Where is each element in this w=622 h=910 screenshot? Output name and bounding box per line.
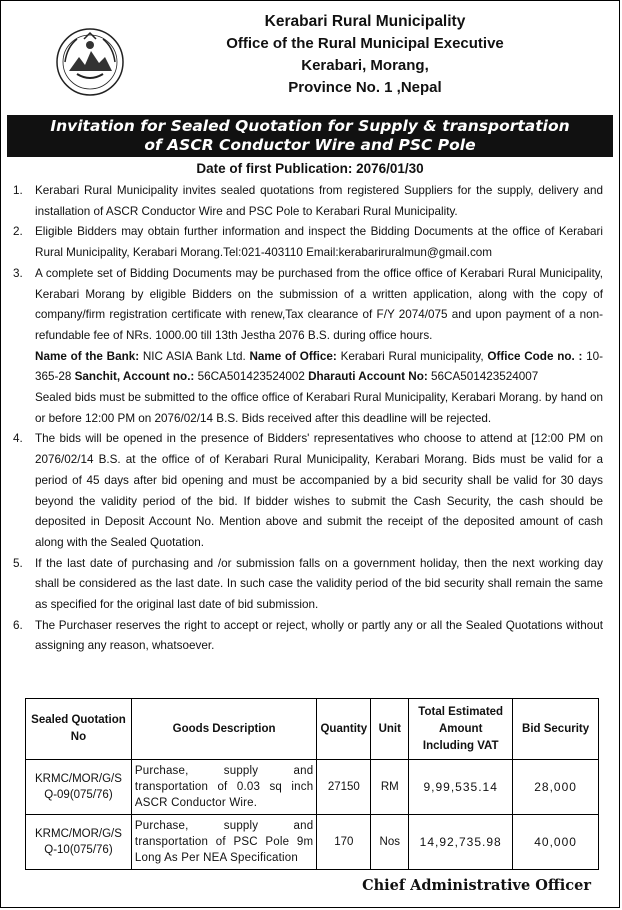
item-number: 1. xyxy=(13,184,23,197)
office-name: Office of the Rural Municipal Executive xyxy=(226,35,504,52)
item-text: Kerabari Rural Municipality invites sealed quotations from registered Suppliers for the supply, delivery and installation of ASCR Conductor Wire and PSC Pole to Kerabari Rural Municipality. xyxy=(35,184,603,218)
bank-label: Name of the Bank: xyxy=(35,349,140,363)
sanchit-account-value: 56CA501423524002 xyxy=(194,370,309,384)
item-text: The Purchaser reserves the right to accept or reject, wholly or partly any or all the Sealed Quotations without assigning any reason, whatsoever. xyxy=(35,618,603,653)
item-number: 2. xyxy=(13,225,23,239)
notice-item xyxy=(11,554,603,616)
notice-item xyxy=(11,429,603,553)
dharauti-account-label: Dharauti Account No: xyxy=(308,370,428,384)
publication-date: Date of first Publication: 2076/01/30 xyxy=(196,161,424,176)
quantity: 27150 xyxy=(317,760,371,815)
estimated-amount: 9,99,535.14 xyxy=(409,760,513,815)
table-row xyxy=(26,760,599,815)
office-location: Kerabari, Morang, xyxy=(301,57,429,74)
goods-description: Purchase, supply and transportation of 0.03 sq inch ASCR Conductor Wire. xyxy=(131,760,316,815)
unit: RM xyxy=(371,760,409,815)
notice-item xyxy=(11,222,603,263)
bid-security: 28,000 xyxy=(513,760,599,815)
item-number: 5. xyxy=(13,556,23,570)
item-text: A complete set of Bidding Documents may be purchased from the office office of Kerabari Rural Municipality, Kerabari Morang by eligible Bidders on the submission of a written application, along with the copy of company/firm registration certificate with renew,Tax clearance of F/Y 2074/075 and upon payment of a non-refundable fee of NRs. 1000.00 till 13th Jestha 2076 B.S. during office hours. xyxy=(35,266,603,342)
notice-item xyxy=(11,181,603,222)
office-label: Name of Office: xyxy=(249,349,337,363)
estimated-amount: 14,92,735.98 xyxy=(409,815,513,870)
item-text: Eligible Bidders may obtain further information and inspect the Bidding Documents at the office of Kerabari Rural Municipality, Kerabari Morang.Tel:021-403110 Email:kerabariruralmun@gmail.com xyxy=(35,225,603,260)
bank-details xyxy=(11,347,603,430)
quotation-number: KRMC/MOR/G/S Q-09(075/76) xyxy=(26,760,132,815)
unit: Nos xyxy=(371,815,409,870)
item-number: 3. xyxy=(13,266,23,280)
nepal-government-emblem-icon xyxy=(55,27,125,97)
municipality-name: Kerabari Rural Municipality xyxy=(264,13,466,30)
signatory-title: Chief Administrative Officer xyxy=(362,877,591,894)
column-header: Total Estimated Amount Including VAT xyxy=(409,699,513,760)
goods-description: Purchase, supply and transportation of PSC Pole 9m Long As Per NEA Specification xyxy=(131,815,316,870)
item-number: 4. xyxy=(13,432,23,446)
item-number: 6. xyxy=(13,618,23,632)
dharauti-account-value: 56CA501423524007 xyxy=(427,370,539,384)
office-code-label: Office Code no. : xyxy=(487,349,583,363)
notice-item xyxy=(11,264,603,347)
column-header: Quantity xyxy=(317,699,371,760)
sanchit-account-label: Sanchit, Account no.: xyxy=(74,370,195,384)
item-text: If the last date of purchasing and /or submission falls on a government holiday, then the next working day shall be considered as the last date. In such case the validity period of the bid security shall remain the same as specified for the original last date of bid submission. xyxy=(35,556,603,612)
office-province: Province No. 1 ,Nepal xyxy=(288,79,442,96)
table-row xyxy=(26,815,599,870)
bank-value: NIC ASIA Bank Ltd. xyxy=(139,349,250,363)
table-header-row xyxy=(26,699,599,760)
column-header: Sealed Quotation No xyxy=(26,699,132,760)
bid-security: 40,000 xyxy=(513,815,599,870)
notice-title-banner xyxy=(7,115,613,157)
item-text: The bids will be opened in the presence of Bidders' representatives who choose to attend at [12:00 PM on 2076/02/14 B.S. at the office of of Kerabari Rural Municipality, Kerabari Morang. Bids must be valid for a period of 45 days after bid opening and must be accompanied by a bid security shall be valid for 30 days beyond the validity period of the bid. If bidder wishes to submit the Cash Security, the cash should be deposited in Deposit Account No. Mention above and submit the receipt of the deposited amount of cash along with the Sealed Quotation. xyxy=(35,432,603,549)
quantity: 170 xyxy=(317,815,371,870)
office-code-value: 10-365-28 xyxy=(35,349,603,384)
notice-body xyxy=(11,181,603,657)
quotation-number: KRMC/MOR/G/S Q-10(075/76) xyxy=(26,815,132,870)
notice-header xyxy=(1,1,619,111)
notice-item xyxy=(11,616,603,657)
banner-line-2: of ASCR Conductor Wire and PSC Pole xyxy=(144,136,476,154)
column-header: Bid Security xyxy=(513,699,599,760)
office-title-block xyxy=(131,11,599,99)
column-header: Unit xyxy=(371,699,409,760)
column-header: Goods Description xyxy=(131,699,316,760)
submission-instructions: Sealed bids must be submitted to the office office of Kerabari Rural Municipality, Kerabari Morang. by hand on or before 12:00 PM on 2076/02/14 B.S. Bids received after this deadline will be rejected. xyxy=(35,391,603,425)
office-value: Kerabari Rural municipality, xyxy=(336,349,488,363)
banner-line-1: Invitation for Sealed Quotation for Supply & transportation xyxy=(50,117,570,135)
quotation-table xyxy=(25,698,599,870)
